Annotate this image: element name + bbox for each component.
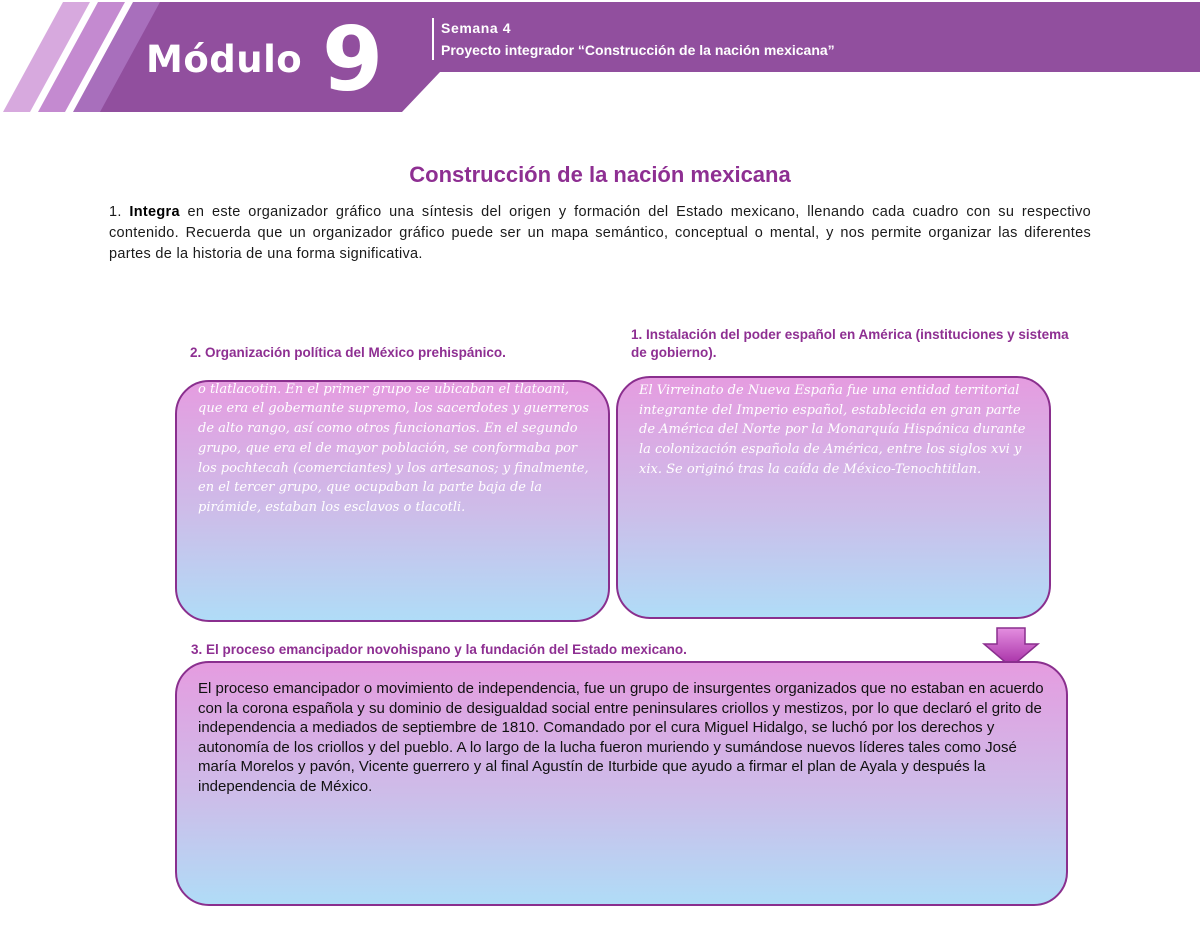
instructions (109, 202, 1091, 265)
banner-right-strip (440, 2, 1200, 72)
proceso-emancipador-heading: 3. El proceso emancipador novohispano y la fundación del Estado mexicano. (191, 642, 687, 657)
instructions-number: 1. (109, 204, 122, 220)
project-title: Proyecto integrador “Construcción de la nación mexicana” (441, 42, 835, 58)
page-title: Construcción de la nación mexicana (409, 162, 791, 187)
module-label: Módulo (146, 38, 303, 81)
organizacion-politica-heading: 2. Organización política del México prehispánico. (190, 345, 506, 360)
organizacion-politica-body: nobles o pipiltin, los plebeyos o macehualtin y los esclavos o tlatlacotin. En el primer grupo se ubicaban el tlatoani, que era el gobernante supremo, los sacerdotes y guerreros de alto rango, así como otros funcionarios. En el segundo grupo, que era el de mayor población, se conformaba por los pochtecah (comerciantes) y los artesanos; y finalmente, en el tercer grupo, que ocupaban la parte baja de la pirámide, estaban los esclavos o tlacotli. (198, 362, 589, 515)
proceso-emancipador-body: El proceso emancipador o movimiento de independencia, fue un grupo de insurgentes organizados que no estaban en acuerdo con la corona española y su dominio de desigualdad social entre peninsulares criollos y mestizos, por lo que declaró el grito de independencia a mediados de septiembre de 1810. Comandado por el cura Miguel Hidalgo, se luchó por los derechos y autonomía de los criollos y del pueblo. A lo largo de la lucha fueron muriendo y sumándose nuevos líderes tales como José maría Morelos y pavón, Vicente guerrero y al final Agustín de Iturbide que ayudo a firmar el plan de Ayala y después la independencia de México. (198, 680, 1044, 795)
instalacion-poder-heading: 1. Instalación del poder español en América (instituciones y sistema de gobierno). (631, 327, 1069, 360)
instructions-bold-word: Integra (129, 204, 180, 220)
module-number: 9 (322, 8, 384, 111)
instalacion-poder-body: El Virreinato de Nueva España fue una entidad territorial integrante del Imperio español, establecida en gran parte de América del Norte por la Monarquía Hispánica durante la colonización española de América, entre los siglos xvi y xix. Se originó tras la caída de México-Tenochtitlan. (639, 383, 1026, 477)
header-divider (432, 18, 434, 60)
box-organizacion-politica-clip (190, 362, 600, 532)
instructions-text: en este organizador gráfico una síntesis del origen y formación del Estado mexicano, llenando cada cuadro con su respectivo contenido. Recuerda que un organizador gráfico puede ser un mapa semántico, conceptual o mental, y nos permite organizar las diferentes partes de la historia de una forma significativa. (109, 204, 1091, 262)
week-label: Semana 4 (441, 20, 512, 36)
